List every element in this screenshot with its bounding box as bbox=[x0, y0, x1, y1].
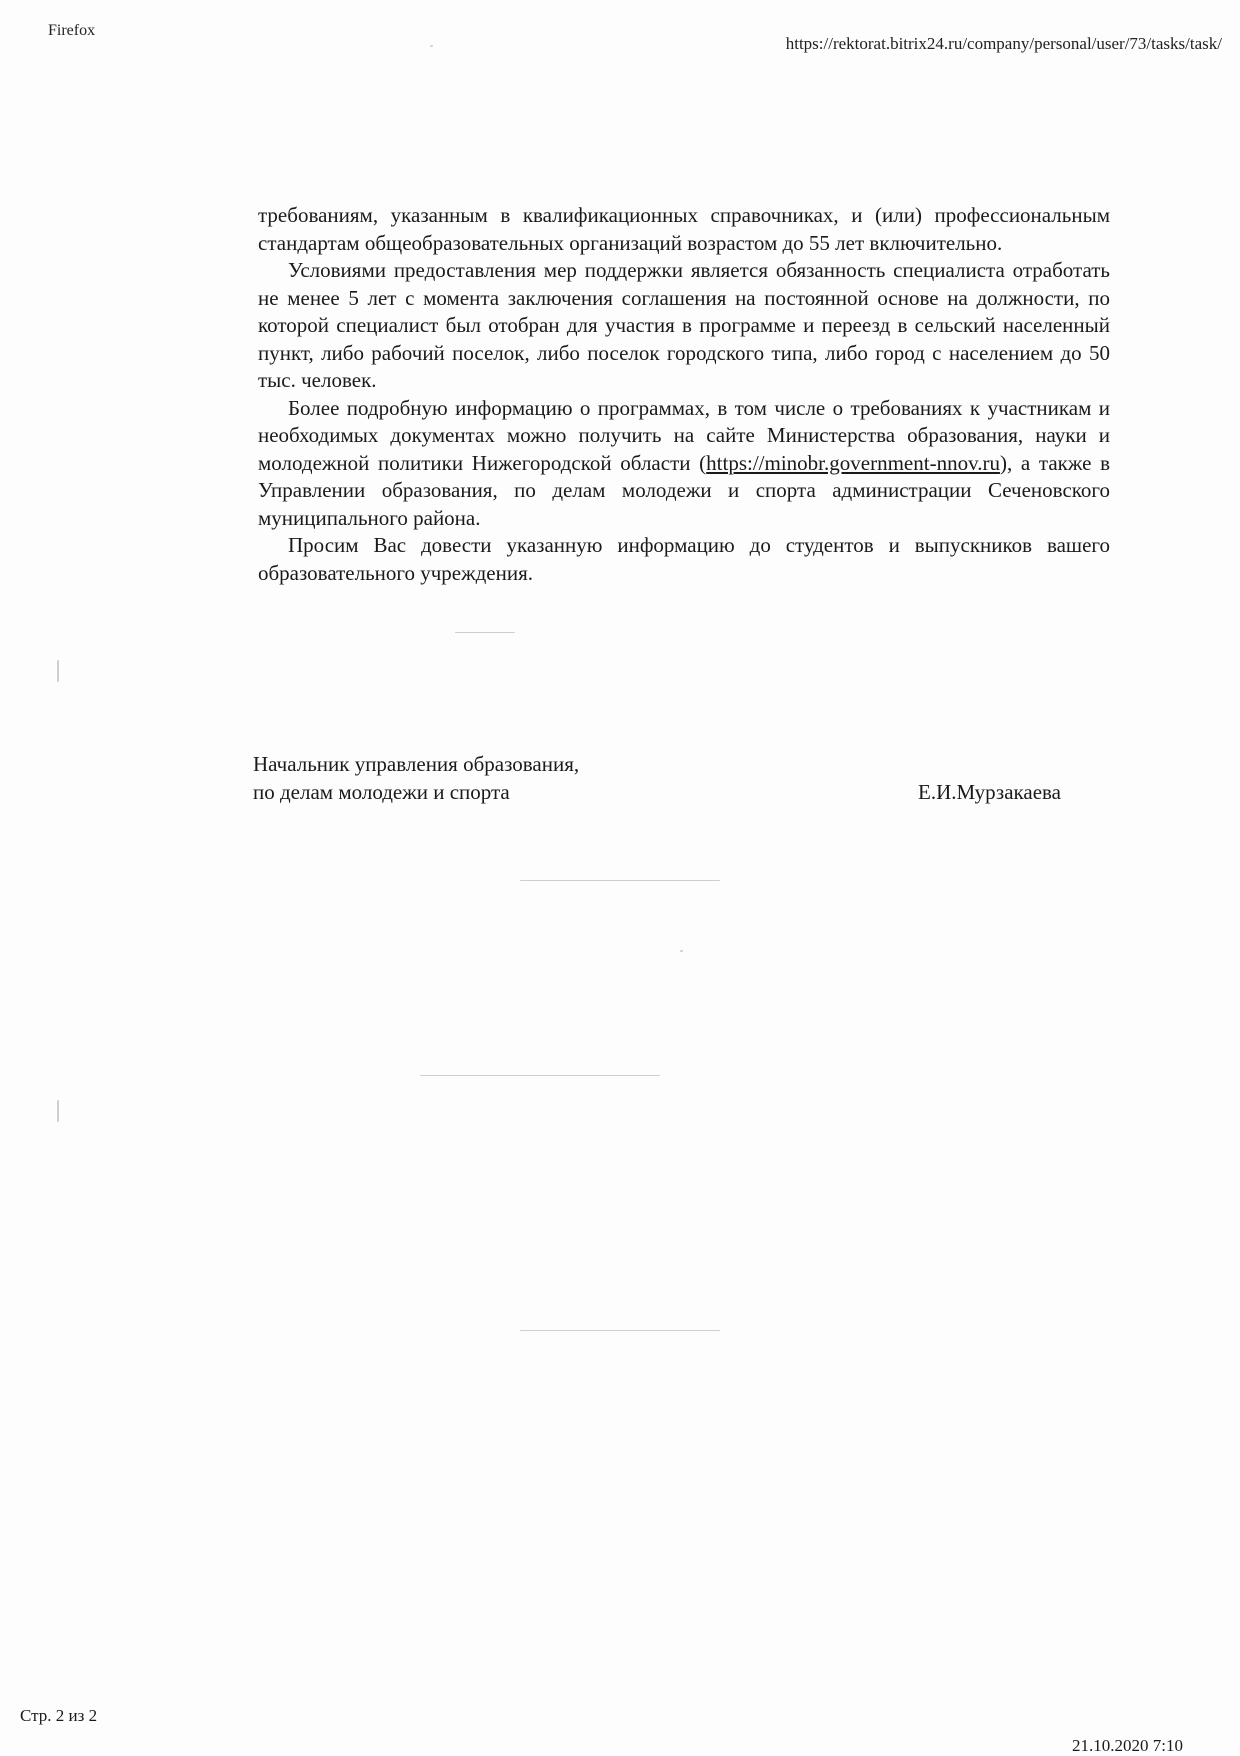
scan-speck bbox=[680, 950, 683, 952]
print-footer-page-number: Стр. 2 из 2 bbox=[20, 1706, 98, 1725]
letter-body bbox=[258, 202, 1110, 587]
signatory-position-line-2: по делам молодежи и спорта bbox=[253, 780, 510, 804]
letter-paragraph-3 bbox=[258, 395, 1110, 533]
ministry-website-link[interactable]: https://minobr.government-nnov.ru bbox=[706, 450, 1000, 475]
scan-speck bbox=[57, 660, 59, 682]
signatory-position bbox=[253, 750, 579, 806]
letter-paragraph-2: Условиями предоставления мер поддержки является обязанность специалиста отработать не менее 5 лет с момента заключения соглашения на постоянной основе на должности, по которой специалист был отобран для участия в программе и переезд в сельский населенный пункт, либо рабочий поселок, либо поселок городского типа, либо город с населением до 50 тыс. человек. bbox=[258, 258, 1110, 392]
scan-speck bbox=[57, 1100, 59, 1122]
letter-paragraph-1: требованиям, указанным в квалификационных справочниках, и (или) профессиональным стандартам общеобразовательных организаций возрастом до 55 лет включительно. bbox=[258, 203, 1110, 255]
scan-speck bbox=[420, 1075, 660, 1076]
signatory-position-line-1: Начальник управления образования, bbox=[253, 752, 580, 776]
print-header-browser: Firefox bbox=[48, 22, 96, 39]
paragraph-3-text-start: Более подробную информацию о программах, в том числе о требованиях к участникам и необходимых документах можно получить на сайте Министерства образования, науки и молодежной политики Нижегородской области ( bbox=[258, 395, 1110, 475]
scan-speck bbox=[520, 880, 720, 881]
scan-speck bbox=[455, 632, 515, 633]
scan-speck bbox=[520, 1330, 720, 1331]
signatory-name: Е.И.Мурзакаева bbox=[918, 780, 1062, 804]
letter-paragraph-4: Просим Вас довести указанную информацию до студентов и выпускников вашего образовательного учреждения. bbox=[258, 533, 1110, 585]
print-footer-datetime: 21.10.2020 7:10 bbox=[1072, 1736, 1183, 1755]
scan-speck bbox=[430, 45, 433, 47]
paragraph-3-text-end: ), а также в Управлении образования, по делам молодежи и спорта администрации Сеченовского муниципального района. bbox=[258, 450, 1110, 530]
print-header-url: https://rektorat.bitrix24.ru/company/personal/user/73/tasks/task/ bbox=[785, 34, 1222, 53]
